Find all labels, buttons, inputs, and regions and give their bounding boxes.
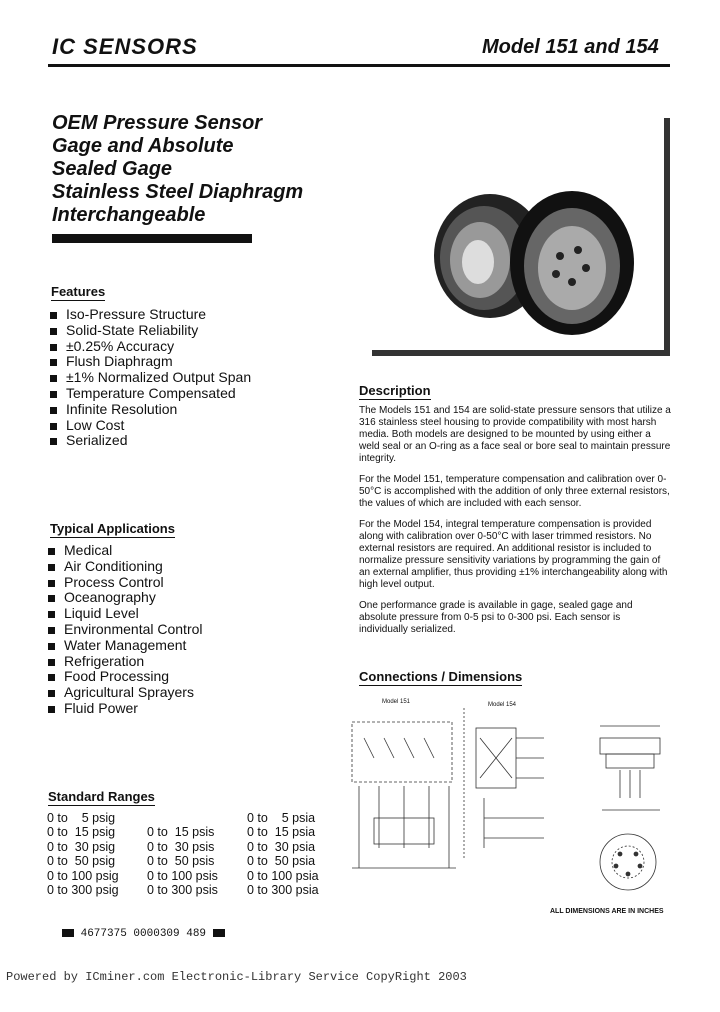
model-154-label: Model 154 bbox=[488, 702, 517, 708]
features-heading: Features bbox=[51, 284, 106, 299]
description-section bbox=[359, 382, 431, 400]
range-value: 0 to 50 psia bbox=[247, 854, 316, 869]
applications-list bbox=[48, 543, 203, 717]
list-item: Iso-Pressure Structure bbox=[50, 307, 251, 323]
range-value: 0 to 5 psia bbox=[247, 811, 316, 825]
description-paragraph: The Models 151 and 154 are solid-state pressure sensors that utilize a 316 stainless steel housing to provide compatibility with most harsh media. Both models are designed to be mounted by using either a weld seal or an O-ring as a face seal or bore seal to maintain pressure integrity. bbox=[359, 405, 671, 464]
range-value: 0 to 100 psia bbox=[247, 868, 319, 883]
title-line: OEM Pressure Sensor bbox=[52, 112, 263, 134]
range-value: 0 to 5 psig bbox=[47, 811, 116, 825]
ranges-heading: Standard Ranges bbox=[48, 789, 155, 804]
connections-heading: Connections / Dimensions bbox=[359, 669, 523, 684]
range-value: 0 to 300 psis bbox=[147, 883, 218, 898]
range-value: 0 to 100 psig bbox=[47, 868, 119, 883]
list-item: Infinite Resolution bbox=[50, 402, 251, 418]
list-item: Fluid Power bbox=[48, 701, 203, 717]
list-item: ±0.25% Accuracy bbox=[50, 339, 251, 355]
product-title bbox=[52, 112, 303, 227]
dimension-note: ALL DIMENSIONS ARE IN INCHES bbox=[550, 908, 664, 915]
range-value: 0 to 300 psig bbox=[47, 883, 119, 898]
barcode-block bbox=[62, 929, 74, 937]
title-line: Interchangeable bbox=[52, 204, 206, 226]
barcode-block bbox=[213, 929, 225, 937]
list-item: Water Management bbox=[48, 638, 203, 654]
barcode-line bbox=[62, 928, 225, 940]
description-body bbox=[359, 405, 671, 645]
range-value: 0 to 30 psia bbox=[247, 839, 316, 854]
range-value: 0 to 15 psis bbox=[147, 825, 215, 840]
list-item: Flush Diaphragm bbox=[50, 354, 251, 370]
ranges-psia-column bbox=[247, 811, 319, 897]
list-item: ±1% Normalized Output Span bbox=[50, 370, 251, 386]
sensor-154 bbox=[510, 191, 634, 335]
connections-section bbox=[359, 668, 522, 686]
applications-heading: Typical Applications bbox=[50, 521, 175, 536]
ranges-section bbox=[48, 788, 155, 806]
list-item: Temperature Compensated bbox=[50, 386, 251, 402]
list-item: Serialized bbox=[50, 433, 251, 449]
ranges-psig-column bbox=[47, 811, 119, 897]
range-value: 0 to 30 psig bbox=[47, 839, 116, 854]
model-title: Model 151 and 154 bbox=[482, 36, 659, 58]
range-value: 0 to 100 psis bbox=[147, 868, 218, 883]
description-paragraph: For the Model 154, integral temperature compensation is provided along with calibration over 0-50°C with laser trimmed resistors. No external resistors are required. An additional resistor is included to normalize pressure sensitivity variations by programming the gain of an external amplifier, thus providing ±1% interchangeability along with high level output. bbox=[359, 519, 668, 590]
description-paragraph: One performance grade is available in gage, sealed gage and absolute pressure from 0-5 psi to 0-300 psi. Each sensor is individually serialized. bbox=[359, 600, 633, 635]
product-photo bbox=[372, 118, 670, 356]
description-paragraph: For the Model 151, temperature compensation and calibration over 0-50°C is accomplished with the addition of only three external resistors, the values of which are included with each sensor. bbox=[359, 474, 670, 509]
list-item: Environmental Control bbox=[48, 622, 203, 638]
title-bar bbox=[52, 234, 252, 243]
list-item: Food Processing bbox=[48, 669, 203, 685]
range-value: 0 to 50 psis bbox=[147, 854, 215, 869]
list-item: Air Conditioning bbox=[48, 559, 203, 575]
range-value: 0 to 300 psia bbox=[247, 883, 319, 898]
list-item: Liquid Level bbox=[48, 606, 203, 622]
list-item: Agricultural Sprayers bbox=[48, 685, 203, 701]
title-line: Sealed Gage bbox=[52, 158, 173, 180]
list-item: Low Cost bbox=[50, 418, 251, 434]
features-list bbox=[50, 307, 251, 449]
range-value: 0 to 50 psig bbox=[47, 854, 116, 869]
list-item: Solid-State Reliability bbox=[50, 323, 251, 339]
header-rule bbox=[48, 64, 670, 67]
range-value: 0 to 15 psia bbox=[247, 825, 316, 840]
model-151-label: Model 151 bbox=[382, 699, 411, 705]
sensor-photo-illustration bbox=[372, 118, 664, 350]
range-value: 0 to 15 psig bbox=[47, 825, 116, 840]
ranges-table bbox=[47, 811, 347, 901]
title-line: Gage and Absolute bbox=[52, 135, 234, 157]
applications-section bbox=[50, 520, 175, 538]
range-value: 0 to 30 psis bbox=[147, 839, 215, 854]
list-item: Process Control bbox=[48, 575, 203, 591]
footer-credit: Powered by ICminer.com Electronic-Library Service CopyRight 2003 bbox=[6, 970, 467, 984]
list-item: Refrigeration bbox=[48, 654, 203, 670]
list-item: Medical bbox=[48, 543, 203, 559]
list-item: Oceanography bbox=[48, 590, 203, 606]
connection-diagram bbox=[344, 698, 664, 903]
barcode-text: 4677375 0000309 489 bbox=[80, 928, 207, 940]
company-logo: IC SENSORS bbox=[52, 34, 198, 59]
title-line: Stainless Steel Diaphragm bbox=[52, 181, 304, 203]
features-section bbox=[51, 283, 105, 301]
ranges-psis-column bbox=[147, 825, 218, 897]
description-heading: Description bbox=[359, 383, 431, 398]
